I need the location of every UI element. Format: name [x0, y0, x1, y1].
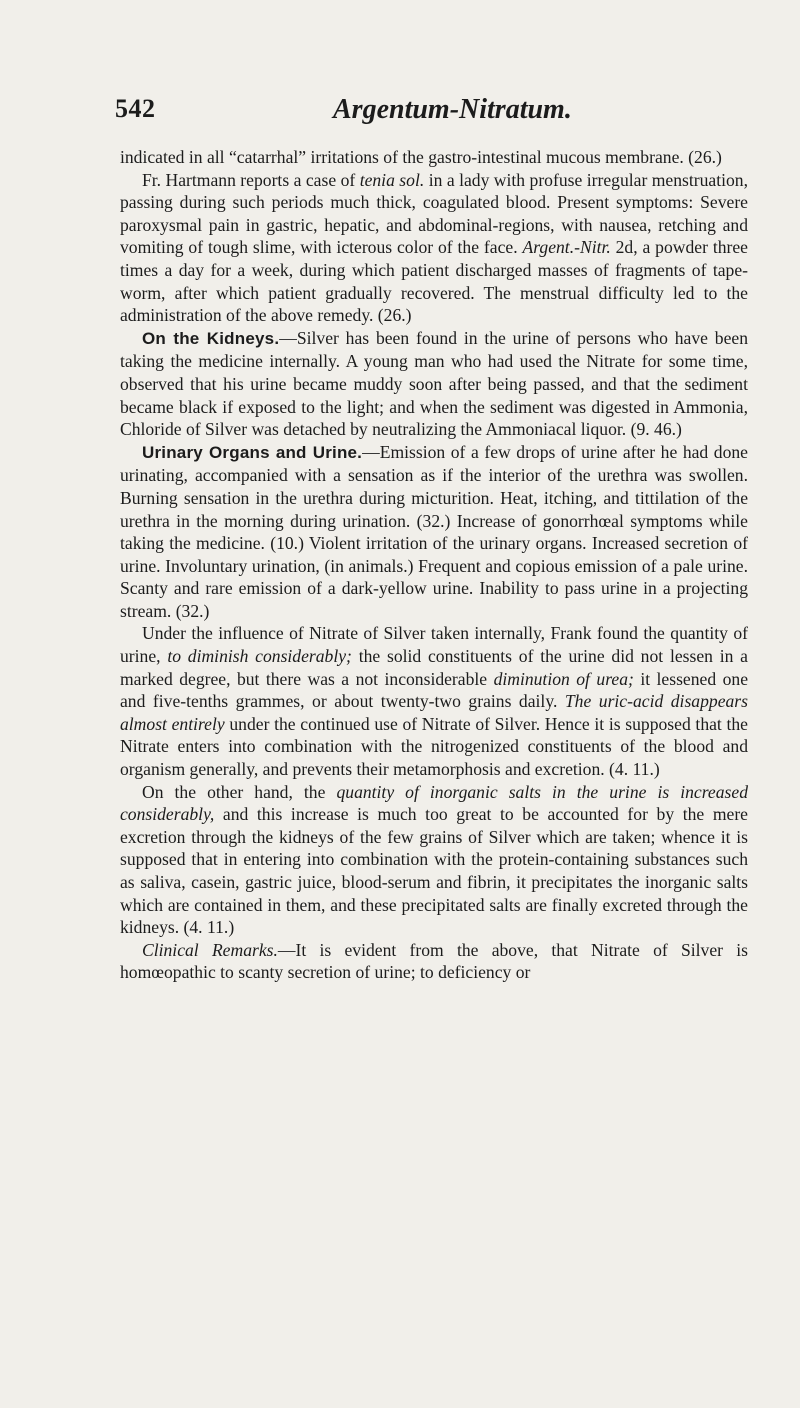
section-heading-kidneys: On the Kidneys. — [142, 328, 280, 348]
running-title: Argentum-Nitratum. — [333, 94, 572, 125]
paragraph-kidneys — [120, 327, 748, 441]
text-run: in a lady with profuse irregular menstruation, passing during such periods much thick, coagulated blood. Present symptoms: Severe paroxysmal pain in gastric, hepatic, and abdominal-regions, with nausea, retching and vomiting of tough slime, with icterous color of the face. — [120, 169, 749, 258]
text-run: it lessened one and five-tenths grammes, or about twenty-two grains daily. — [120, 668, 749, 712]
page-number: 542 — [115, 94, 156, 123]
text-run: On the other hand, the — [142, 781, 337, 802]
paragraph-urinary-organs — [120, 441, 748, 623]
italic-run: tenia sol. — [359, 169, 425, 190]
text-run: the solid constituents of the urine did not lessen in a marked degree, but there was a not inconsiderable — [120, 646, 748, 689]
italic-run-clinical-remarks: Clinical Remarks. — [142, 939, 278, 960]
paragraph-clinical-remarks — [120, 939, 748, 984]
italic-run: quantity of inorganic salts in the urine is increased considerably, — [120, 781, 748, 825]
paragraph-inorganic-salts — [120, 781, 748, 939]
paragraph-catarrhal — [120, 146, 748, 169]
paragraph-hartmann-case — [120, 169, 748, 327]
text-run: 2d, a powder three times a day for a week, during which patient discharged masses of fragments of tape-worm, after which patient gradually recovered. The menstrual difficulty led to the administration of the above remedy. (26.) — [120, 237, 748, 326]
text-run: —Emission of a few drops of urine after he had done urinating, accompanied with a sensation as if the interior of the urethra was swollen. Burning sensation in the urethra during micturition. Heat, itching, and tittilation of the urethra in the morning during urination. (32.) Increase of gonorrhœal symptoms while taking the medicine. (10.) Violent irritation of the urinary organs. Increased secretion of urine. Involuntary urination, (in animals.) Frequent and copious emission of a pale urine. Scanty and rare emission of a dark-yellow urine. Inability to pass urine in a projecting stream. (32.) — [120, 441, 748, 621]
text-run: indicated in all “catarrhal” irritations of the gastro-intestinal mucous membrane. (26.) — [120, 147, 722, 167]
italic-run: to diminish considerably; — [167, 646, 352, 667]
text-run: under the continued use of Nitrate of Silver. Hence it is supposed that the Nitrate enters into combination with the nitrogenized constituents of the blood and organism generally, and prevents their metamorphosis and excretion. (4. 11.) — [120, 713, 748, 780]
page-header — [115, 94, 715, 134]
paragraph-frank-findings — [120, 622, 748, 780]
italic-run: Argent.-Nitr. — [522, 237, 611, 258]
italic-run: The uric-acid disappears almost entirely — [120, 691, 748, 734]
text-run: Under the influence of Nitrate of Silver taken internally, Frank found the quantity of urine, — [120, 623, 748, 667]
body-text — [120, 146, 748, 984]
text-run: —Silver has been found in the urine of persons who have been taking the medicine internally. A young man who had used the Nitrate for some time, observed that his urine became muddy soon after being passed, and that the sediment became black if exposed to the light; and when the sediment was digested in Ammonia, Chloride of Silver was detached by neutralizing the Ammoniacal liquor. (9. 46.) — [120, 327, 748, 440]
italic-run: diminution of urea; — [493, 668, 634, 689]
section-heading-urinary-organs: Urinary Organs and Urine. — [142, 442, 363, 462]
text-run: and this increase is much too great to be accounted for by the mere excretion through the kidneys of the few grains of Silver which are taken; whence it is supposed that in entering into combination with the protein-containing substances such as saliva, casein, gastric juice, blood-serum and fibrin, it precipitates the inorganic salts which are contained in them, and these precipitated salts are finally excreted through the kidneys. (4. 11.) — [120, 804, 748, 938]
text-run: Fr. Hartmann reports a case of — [142, 169, 360, 190]
text-run: —It is evident from the above, that Nitrate of Silver is homœopathic to scanty secretion of urine; to deficiency or — [120, 939, 748, 983]
